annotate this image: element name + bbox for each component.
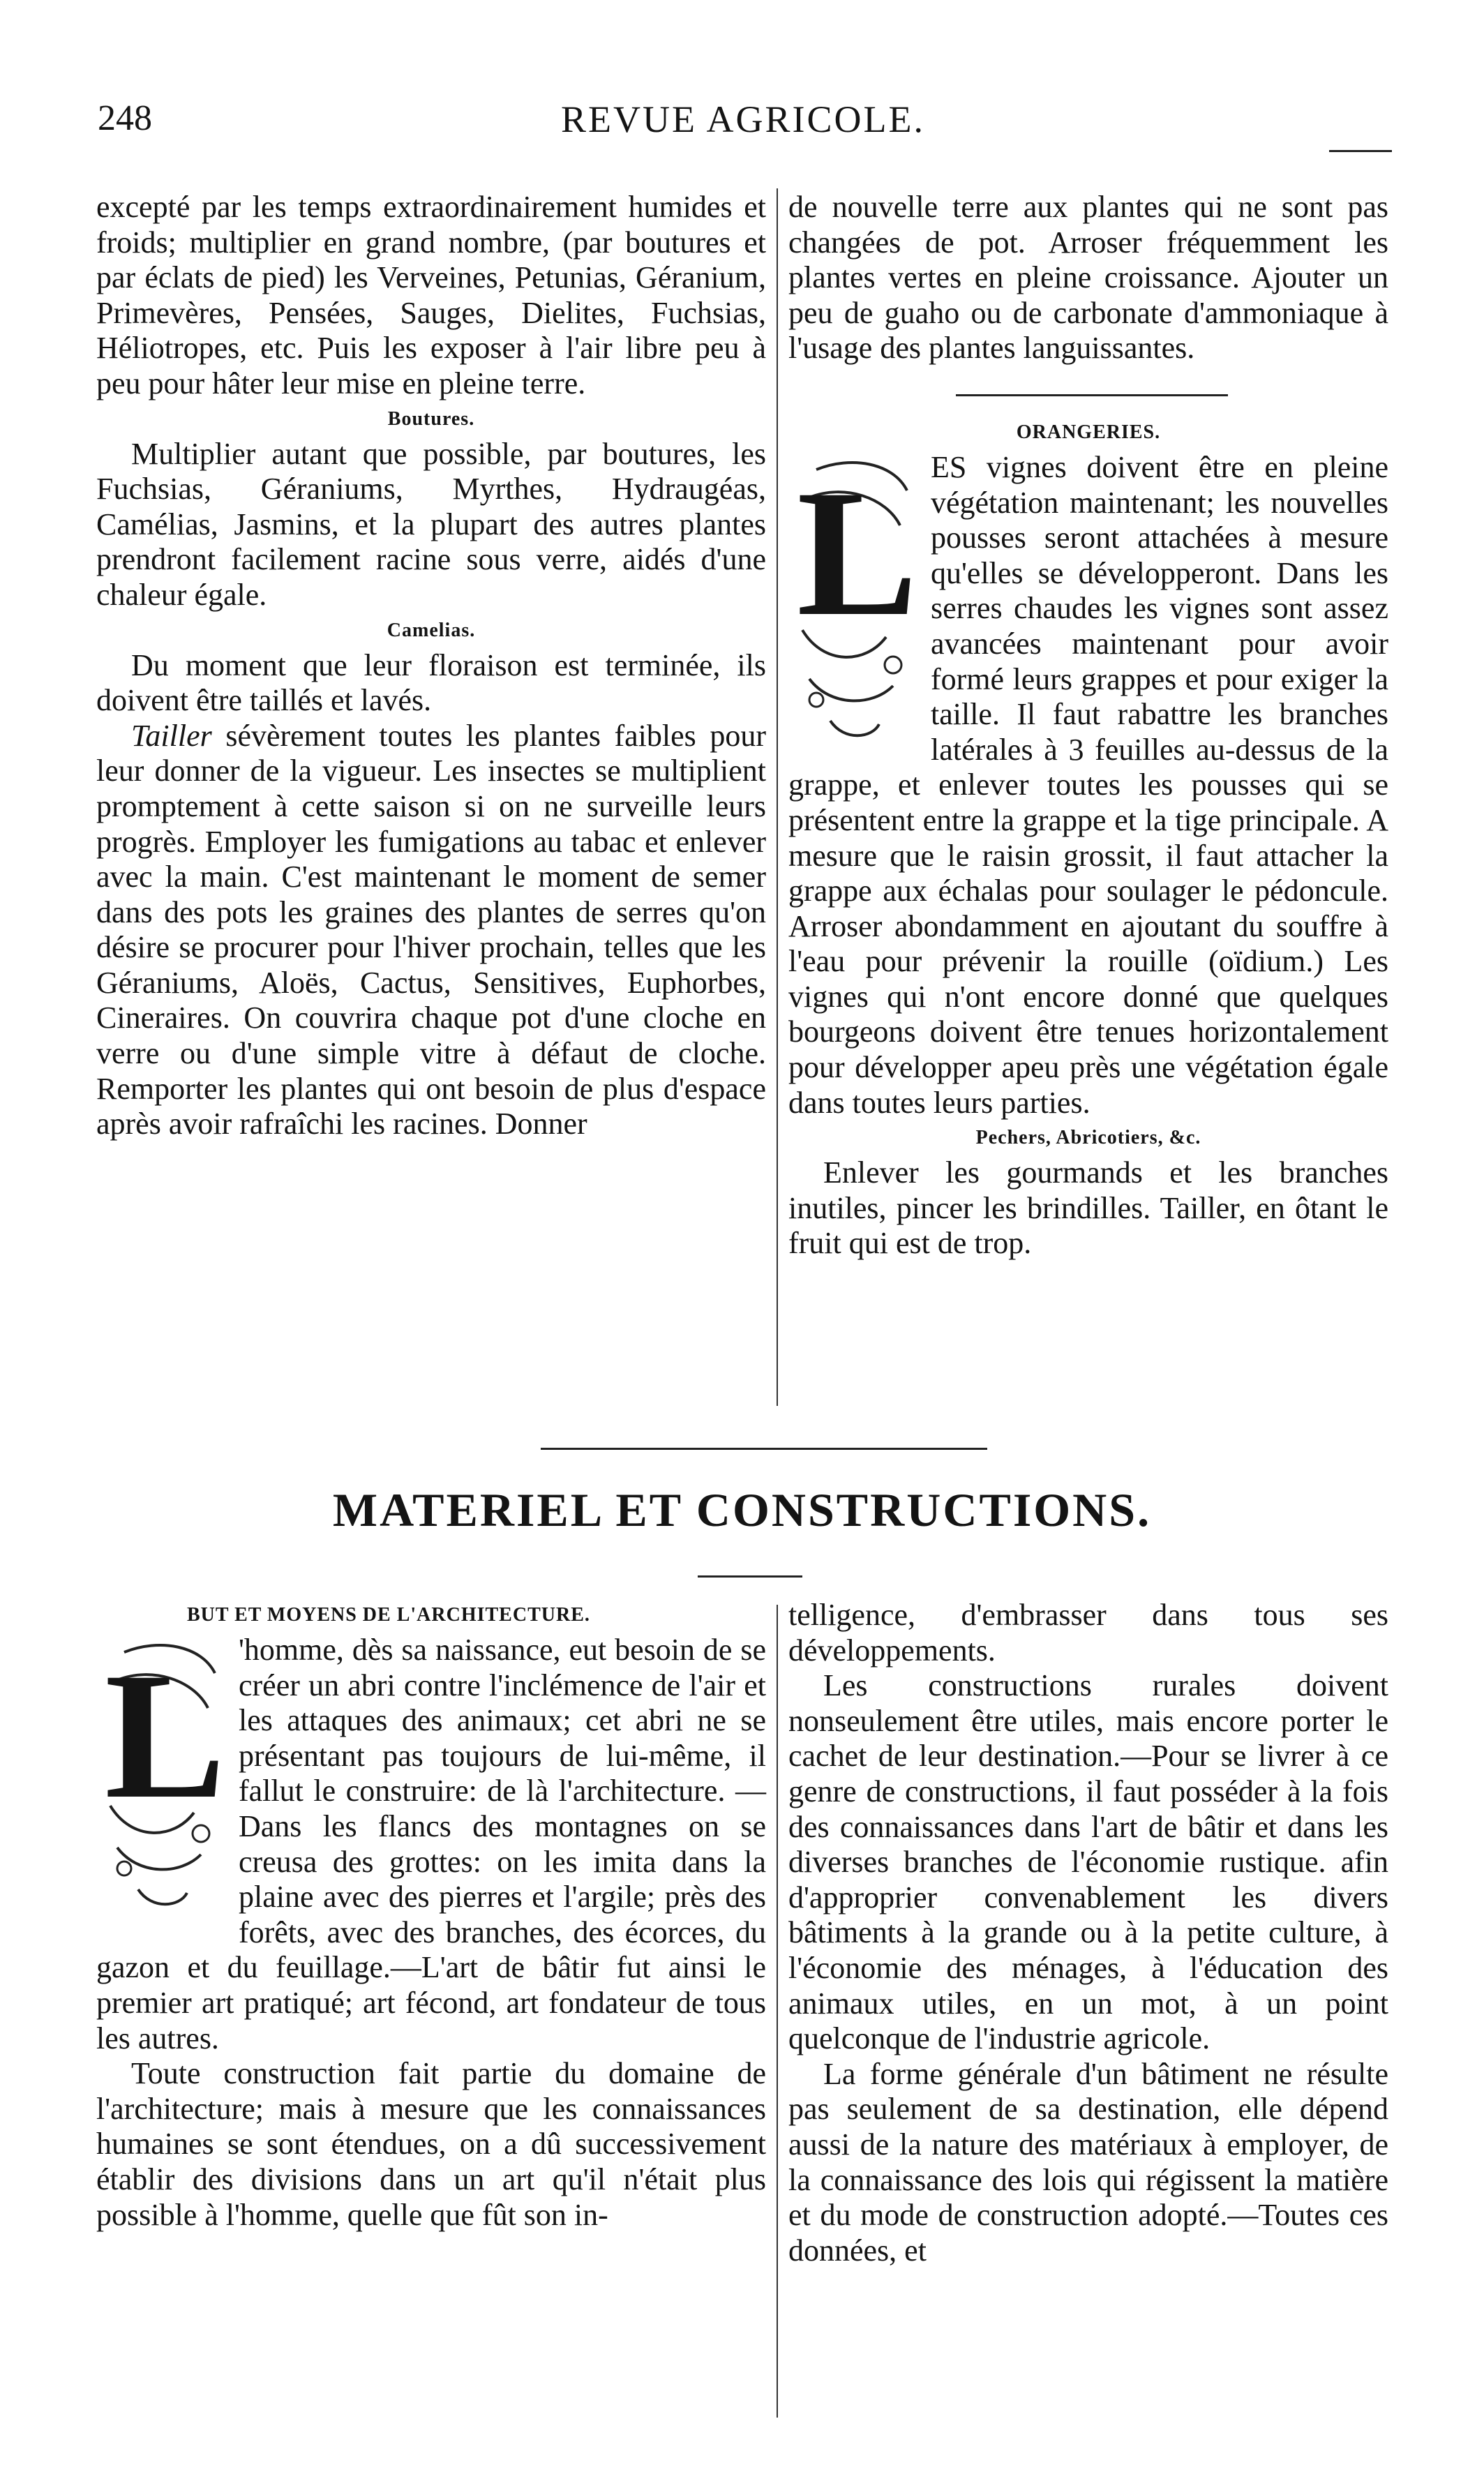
page-number: 248: [98, 98, 152, 138]
paragraph-tailler: [96, 719, 766, 1142]
paragraph-intelligence: telligence, d'embrasser dans tous ses développements.: [788, 1598, 1388, 1668]
paragraph-pechers: Enlever les gourmands et les branches inutiles, pincer les brindilles. Tailler, en ôtant le fruit qui est de trop.: [788, 1155, 1388, 1261]
orangeries-rule-space: [788, 366, 1388, 415]
tailler-italic: Tailler: [131, 718, 212, 753]
paragraph-forme-generale: La forme générale d'un bâtiment ne résulte pas seulement de sa destination, elle dépend aussi de la nature des matériaux à employer, de la connaissance des lois qui régissent la matière et du mode de construction adopté.—Toutes ces données, et: [788, 2056, 1388, 2268]
bottom-left-column: [96, 1598, 766, 2233]
bottom-right-column: [788, 1598, 1388, 2268]
subheading-orangeries: ORANGERIES.: [1016, 421, 1161, 443]
section-title: MATERIEL ET CONSTRUCTIONS.: [332, 1483, 1152, 1536]
paragraph-constructions-rurales: Les constructions rurales doivent nonseulement être utiles, mais encore porter le cachet de leur destination.—Pour se livrer à ce genre de constructions, il faut posséder à la fois des connaissances dans l'art de bâtir et dans les diverses branches de l'économie rustique. afin d'approprier convenablement les divers bâtiments à la grande ou à la petite culture, à l'économie des ménages, à l'éducation des animaux utiles, en un mot, à un point quelconque de l'industrie agricole.: [788, 1668, 1388, 2056]
bottom-column-divider: [777, 1605, 778, 2418]
section-rule-short: [698, 1575, 802, 1578]
dropcap-letter: L: [797, 452, 918, 654]
paragraph-continuation: de nouvelle terre aux plantes qui ne sont pas changées de pot. Arroser fréquemment les plantes vertes en pleine croissance. Ajouter un peu de guaho ou de carbonate d'ammoniaque à l'usage des plantes languissantes.: [788, 190, 1388, 366]
orangeries-rule: [956, 394, 1228, 396]
top-right-column: [788, 190, 1388, 1261]
subheading-but-moyens: BUT ET MOYENS DE L'ARCHITECTURE.: [187, 1604, 590, 1626]
top-column-divider: [777, 188, 778, 1406]
subheading-camelias: Camelias.: [387, 619, 476, 641]
tailler-text: sévèrement toutes les plantes faibles pour leur donner de la vigueur. Les insectes se multiplient promptement à cette saison si on ne surveille leurs progrès. Employer les fumigations au tabac et enlever avec la main. C'est maintenant le moment de semer dans des pots les graines des plantes de serres qu'on désire se procurer pour l'hiver prochain, telles que les Géraniums, Aloës, Cactus, Sensitives, Euphorbes, Cineraires. On couvrira chaque pot d'une cloche en verre ou d'une simple vitre à défaut de cloche. Remporter les plantes qui ont besoin de plus d'espace après avoir rafraîchi les racines. Donner: [96, 718, 766, 1141]
dropcap-architecture: [96, 1635, 229, 1917]
paragraph-camelias: Du moment que leur floraison est terminée, ils doivent être taillés et lavés.: [96, 647, 766, 718]
page-header: [98, 98, 1388, 153]
paragraph-greenhouse-intro: excepté par les temps extraordinairement humides et froids; multiplier en grand nombre, (par boutures et par éclats de pied) les Verveines, Petunias, Géranium, Primevères, Pensées, Sauges, Dielites, Fuchsias, Héliotropes, etc. Puis les exposer à l'air libre peu à peu pour hâter leur mise en pleine terre.: [96, 190, 766, 400]
paragraph-architecture-intro: 'homme, dès sa naissance, eut besoin de se créer un abri contre l'inclémence de l'air et les attaques des animaux; cet abri ne se présentant pas toujours de lui-même, il fallut le construire: de là l'architecture. —Dans les flancs des montagnes on se creusa des grottes: on les imita dans la plaine avec des pierres et l'argile; près des forêts, avec des branches, des écorces, du gazon et du feuillage.—L'art de bâtir fut ainsi le premier art pratiqué; art fécond, art fondateur de tous les autres.: [96, 1633, 766, 2055]
subheading-boutures: Boutures.: [387, 407, 475, 430]
subheading-pechers: Pechers, Abricotiers, &c.: [975, 1127, 1201, 1149]
running-title: REVUE AGRICOLE.: [561, 98, 925, 140]
dropcap-letter: L: [105, 1635, 226, 1836]
header-rule: [1329, 150, 1392, 152]
paragraph-boutures: Multiplier autant que possible, par boutures, les Fuchsias, Géraniums, Myrthes, Hydraugéas, Camélias, Jasmins, et la plupart des autres plantes prendront facilement racine sous verre, aidés d'une chaleur égale.: [96, 436, 766, 612]
top-left-column: [96, 190, 766, 1142]
dropcap-orangeries: [788, 452, 921, 749]
paragraph-orangeries: ES vignes doivent être en pleine végétation maintenant; les nouvelles pousses seront attachées à mesure qu'elles se développeront. Dans les serres chaudes les vignes sont assez avancées maintenant pour avoir formé leurs grappes et pour exiger la taille. Il faut rabattre les branches latérales à 3 feuilles au-dessus de la grappe, et enlever toutes les pousses qui se présentent entre la grappe et la tige principale. A mesure que le raisin grossit, il faut attacher la grappe aux échalas pour soulager le pédoncule. Arroser abondamment en ajoutant du souffre à l'eau pour prévenir la rouille (oïdium.) Les vignes qui n'ont encore donné que quelques bourgeons doivent être tenues horizontalement pour développer apeu près une végétation égale dans toutes leurs parties.: [788, 449, 1388, 1120]
section-rule-top: [541, 1448, 987, 1450]
paragraph-construction: Toute construction fait partie du domaine de l'architecture; mais à mesure que les connaissances humaines se sont étendues, on a dû successivement établir des divisions dans un art qu'il n'était plus possible à l'homme, quelle que fût son in-: [96, 2056, 766, 2232]
